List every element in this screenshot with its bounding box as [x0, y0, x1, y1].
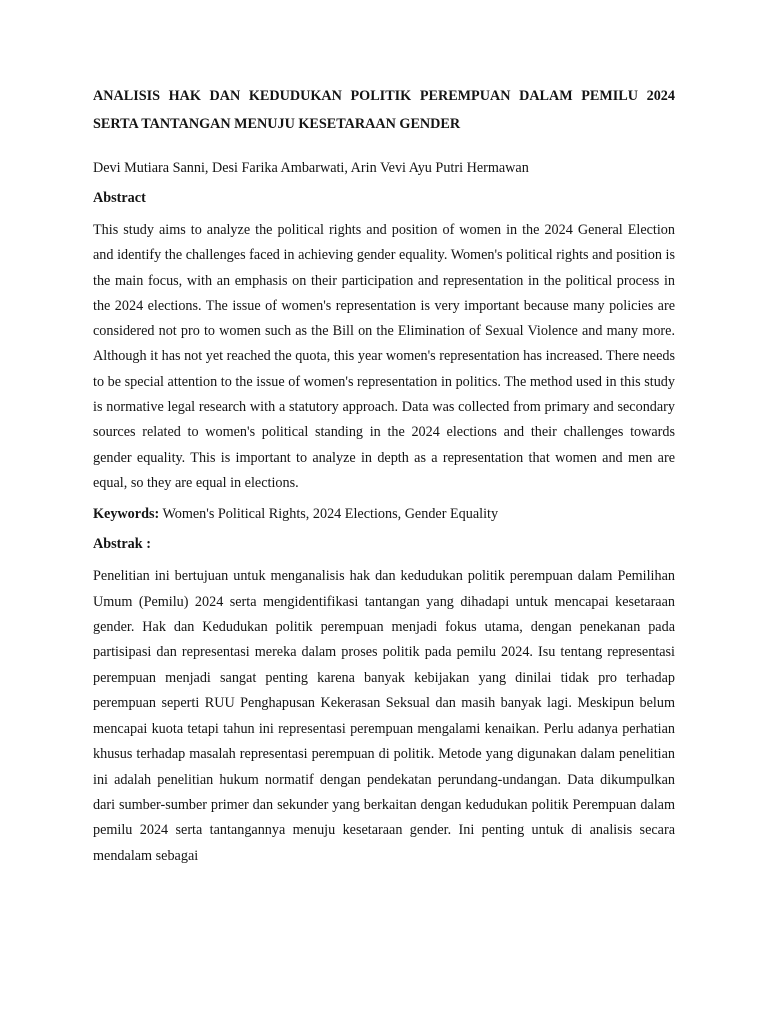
abstrak-text: Penelitian ini bertujuan untuk menganalisis hak dan kedudukan politik perempuan dalam Pemilihan Umum (Pemilu) 2024 serta mengidentifikasi tantangan yang dihadapi untuk mencapai kesetaraan gender. Hak dan Kedudukan politik perempuan menjadi fokus utama, dengan penekanan pada partisipasi dan representasi mereka dalam proses politik pada pemilu 2024. Isu tentang representasi perempuan menjadi sangat penting karena banyak kebijakan yang dinilai tidak pro terhadap perempuan seperti RUU Penghapusan Kekerasan Seksual dan masih banyak lagi. Meskipun belum mencapai kuota tetapi tahun ini representasi perempuan mengalami kenaikan. Perlu adanya perhatian khusus terhadap masalah representasi perempuan di politik. Metode yang digunakan dalam penelitian ini adalah penelitian hukum normatif dengan pendekatan perundang-undangan. Data dikumpulkan dari sumber-sumber primer dan sekunder yang berkaitan dengan kedudukan politik Perempuan dalam pemilu 2024 serta tantangannya menuju kesetaraan gender. Ini penting untuk di analisis secara mendalam sebagai [93, 568, 675, 864]
keywords-line [93, 504, 675, 524]
abstrak-heading: Abstrak : [93, 536, 151, 553]
author-list: Devi Mutiara Sanni, Desi Farika Ambarwati, Arin Vevi Ayu Putri Hermawan [93, 160, 529, 176]
keywords-label: Keywords: [93, 506, 160, 523]
abstract-heading: Abstract [93, 190, 146, 206]
keywords-text: Women's Political Rights, 2024 Elections, Gender Equality [162, 506, 499, 523]
paper-page [93, 82, 675, 869]
paper-title: ANALISIS HAK DAN KEDUDUKAN POLITIK PEREMPUAN DALAM PEMILU 2024 SERTA TANTANGAN MENUJU KESETARAAN GENDER [93, 88, 675, 132]
abstract-text: This study aims to analyze the political rights and position of women in the 2024 General Election and identify the challenges faced in achieving gender equality. Women's political rights and position is the main focus, with an emphasis on their participation and representation in the political process in the 2024 elections. The issue of women's representation is very important because many policies are considered not pro to women such as the Bill on the Elimination of Sexual Violence and many more. Although it has not yet reached the quota, this year women's representation has increased. There needs to be special attention to the issue of women's representation in politics. The method used in this study is normative legal research with a statutory approach. Data was collected from primary and secondary sources related to women's political standing in the 2024 elections and their challenges towards gender equality. This is important to analyze in depth as a representation that women and men are equal, so they are equal in elections. [93, 222, 675, 491]
